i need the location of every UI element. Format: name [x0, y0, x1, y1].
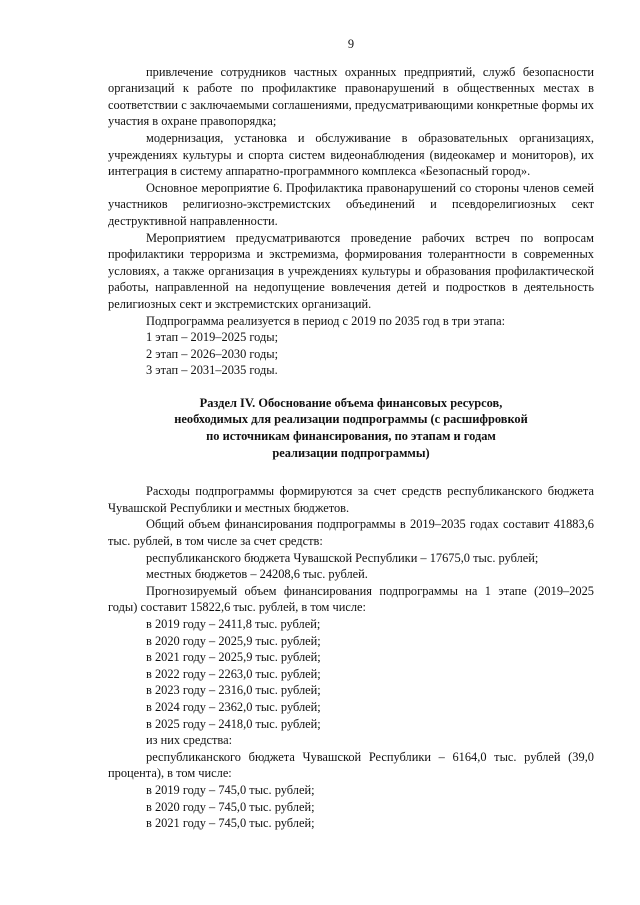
- document-page: [108, 36, 594, 832]
- paragraph: Мероприятием предусматриваются проведение рабочих встреч по вопросам профилактики терроризма и экстремизма, формирования толерантности в современных условиях, а также организация в учреждениях культуры и образования профилактической работы, направленной на недопущение вовлечения детей и подростков в деятельность религиозных сект и экстремистских организаций.: [108, 230, 594, 311]
- year-item: в 2020 году – 745,0 тыс. рублей;: [146, 799, 315, 814]
- paragraph: Расходы подпрограммы формируются за счет средств республиканского бюджета Чувашской Республики и местных бюджетов.: [108, 484, 594, 515]
- year-item: в 2025 году – 2418,0 тыс. рублей;: [146, 716, 321, 731]
- stage-item: 1 этап – 2019–2025 годы;: [146, 330, 279, 345]
- year-item: в 2023 году – 2316,0 тыс. рублей;: [146, 683, 321, 698]
- paragraph: местных бюджетов – 24208,6 тыс. рублей.: [146, 567, 368, 582]
- year-item: в 2020 году – 2025,9 тыс. рублей;: [146, 633, 321, 648]
- stage-item: 3 этап – 2031–2035 годы.: [146, 363, 278, 378]
- paragraph: Основное мероприятие 6. Профилактика правонарушений со стороны членов семей участников религиозно-экстремистских объединений и псевдорелигиозных сект деструктивной направленности.: [108, 180, 594, 228]
- section-heading-line: Раздел IV. Обоснование объема финансовых ресурсов,: [199, 395, 503, 410]
- year-item: в 2022 году – 2263,0 тыс. рублей;: [146, 666, 321, 681]
- paragraph: республиканского бюджета Чувашской Республики – 17675,0 тыс. рублей;: [146, 550, 539, 565]
- year-item: в 2021 году – 745,0 тыс. рублей;: [146, 816, 315, 831]
- paragraph: республиканского бюджета Чувашской Республики – 6164,0 тыс. рублей (39,0 процента), в том числе:: [108, 749, 594, 781]
- paragraph: привлечение сотрудников частных охранных предприятий, служб безопасности организаций к работе по профилактике правонарушений в общественных местах в соответствии с заключаемыми соглашениями, предусматривающими конкретные формы их участия в охране правопорядка;: [108, 64, 594, 129]
- paragraph: Прогнозируемый объем финансирования подпрограммы на 1 этапе (2019–2025 годы) составит 15822,6 тыс. рублей, в том числе:: [108, 583, 594, 615]
- year-item: в 2019 году – 2411,8 тыс. рублей;: [146, 617, 321, 631]
- year-item: в 2024 году – 2362,0 тыс. рублей;: [146, 699, 321, 714]
- page-number: 9: [347, 37, 355, 51]
- year-item: в 2019 году – 745,0 тыс. рублей;: [146, 782, 315, 797]
- year-item: в 2021 году – 2025,9 тыс. рублей;: [146, 650, 321, 665]
- section-heading-line: реализации подпрограммы): [272, 445, 430, 460]
- paragraph: из них средства:: [146, 733, 233, 748]
- section-heading: [108, 395, 594, 461]
- paragraph: модернизация, установка и обслуживание в образовательных организациях, учреждениях культуры и спорта систем видеонаблюдения (видеокамер и мониторов), их интеграция в систему аппаратно-программного комплекса «Безопасный город».: [108, 130, 594, 179]
- section-heading-line: по источникам финансирования, по этапам и годам: [206, 429, 496, 444]
- stage-item: 2 этап – 2026–2030 годы;: [146, 346, 279, 361]
- paragraph: Общий объем финансирования подпрограммы в 2019–2035 годах составит 41883,6 тыс. рублей, в том числе за счет средств:: [108, 517, 594, 549]
- section-heading-line: необходимых для реализации подпрограммы (с расшифровкой: [174, 412, 528, 427]
- paragraph: Подпрограмма реализуется в период с 2019 по 2035 год в три этапа:: [146, 313, 506, 328]
